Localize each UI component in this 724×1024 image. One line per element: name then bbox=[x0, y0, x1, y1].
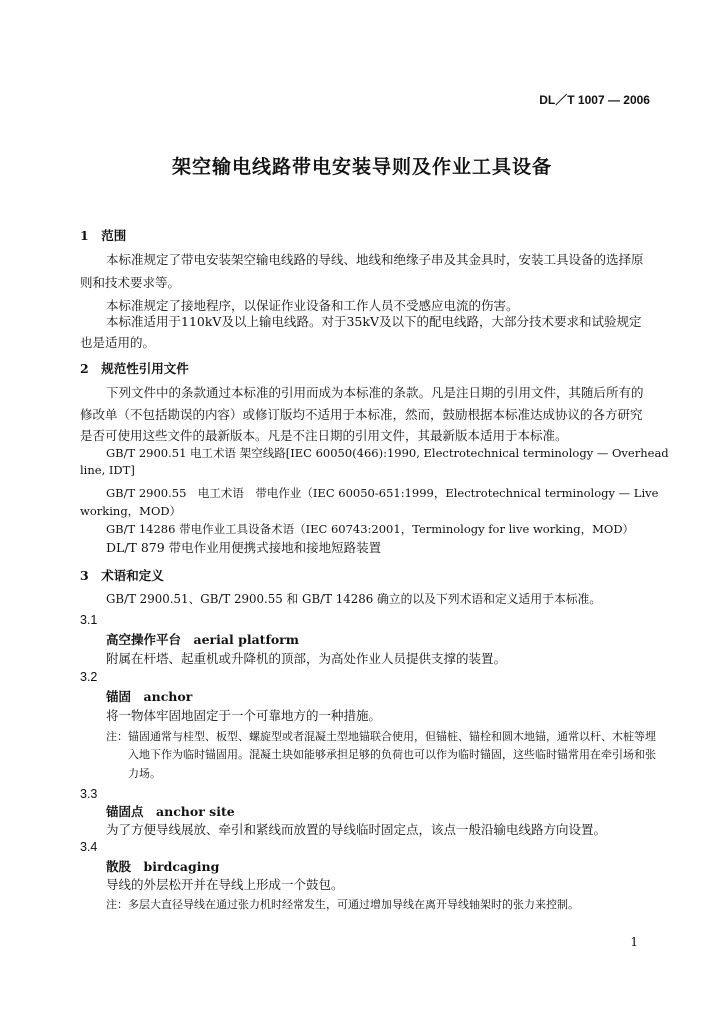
reference-1-line-1: GB/T 2900.51 电工术语 架空线路[IEC 60050(466):1990, Electrotechnical terminology — Overhead bbox=[106, 446, 669, 460]
section-1-paragraph-1-line-2: 则和技术要求等。 bbox=[80, 275, 181, 290]
reference-2-line-1: GB/T 2900.55 电工术语 带电作业（IEC 60050-651:1999，Electrotechnical terminology — Live bbox=[106, 486, 659, 500]
reference-1-line-2: line, IDT] bbox=[80, 463, 135, 477]
section-3-heading: 3 术语和定义 bbox=[80, 568, 164, 583]
term-note-line-1: 注：锚固通常与桂型、板型、螺旋型或者混凝土型地锚联合使用，但锚桩、锚栓和圆木地锚，通常以杆、木桩等埋 bbox=[106, 730, 656, 743]
term-definition: 导线的外层松开并在导线上形成一个鼓包。 bbox=[106, 877, 344, 892]
section-1-paragraph-2: 本标准规定了接地程序，以保证作业设备和工作人员不受感应电流的伤害。 bbox=[106, 298, 519, 313]
term-definition: 为了方便导线展放、牵引和紧线而放置的导线临时固定点，该点一般沿输电线路方向设置。 bbox=[106, 822, 607, 837]
section-2-paragraph-line-1: 下列文件中的条款通过本标准的引用而成为本标准的条款。凡是注日期的引用文件，其随后所有的 bbox=[106, 385, 644, 400]
term-number: 3.2 bbox=[80, 670, 98, 684]
section-1-heading: 1 范围 bbox=[80, 228, 127, 243]
section-1-paragraph-3-line-1: 本标准适用于110kV及以上输电线路。对于35kV及以下的配电线路，大部分技术要求和试验规定 bbox=[106, 314, 642, 329]
term-number: 3.1 bbox=[80, 613, 98, 627]
term-definition: 将一物体牢固地固定于一个可靠地方的一种措施。 bbox=[106, 708, 382, 723]
section-2-paragraph-line-3: 是否可使用这些文件的最新版本。凡是不注日期的引用文件，其最新版本适用于本标准。 bbox=[80, 428, 568, 443]
section-2-paragraph-line-2: 修改单（不包括勘误的内容）或修订版均不适用于本标准，然而，鼓励根据本标准达成协议的各方研究 bbox=[80, 407, 643, 422]
term-note-line-3: 力场。 bbox=[128, 767, 161, 780]
term-note-line-1: 注：多层大直径导线在通过张力机时经常发生，可通过增加导线在离开导线轴架时的张力来控制。 bbox=[106, 898, 579, 911]
document-code: DL／T 1007 — 2006 bbox=[539, 93, 650, 107]
section-1-paragraph-3-line-2: 也是适用的。 bbox=[80, 335, 156, 350]
term-name: 散股 birdcaging bbox=[106, 859, 220, 874]
section-1-paragraph-1-line-1: 本标准规定了带电安装架空输电线路的导线、地线和绝缘子串及其金具时，安装工具设备的选择原 bbox=[106, 252, 644, 267]
term-number: 3.4 bbox=[80, 840, 98, 854]
reference-2-line-2: working，MOD） bbox=[80, 504, 182, 518]
reference-4: DL/T 879 带电作业用便携式接地和接地短路装置 bbox=[106, 540, 382, 555]
section-2-heading: 2 规范性引用文件 bbox=[80, 361, 189, 376]
term-definition: 附属在杆塔、起重机或升降机的顶部，为高处作业人员提供支撑的装置。 bbox=[106, 651, 507, 666]
reference-3: GB/T 14286 带电作业工具设备术语（IEC 60743:2001，Terminology for live working，MOD） bbox=[106, 522, 635, 536]
term-note-line-2: 入地下作为临时锚固用。混凝土块如能够承担足够的负荷也可以作为临时锚固，这些临时锚常用在牵引场和张 bbox=[128, 748, 656, 761]
term-name: 高空操作平台 aerial platform bbox=[106, 632, 299, 647]
document-title: 架空输电线路带电安装导则及作业工具设备 bbox=[171, 156, 552, 178]
section-3-intro: GB/T 2900.51、GB/T 2900.55 和 GB/T 14286 确立的以及下列术语和定义适用于本标准。 bbox=[106, 592, 602, 606]
page-number: 1 bbox=[630, 935, 638, 949]
term-name: 锚固 anchor bbox=[106, 689, 193, 704]
term-number: 3.3 bbox=[80, 787, 98, 801]
term-name: 锚固点 anchor site bbox=[106, 804, 235, 819]
